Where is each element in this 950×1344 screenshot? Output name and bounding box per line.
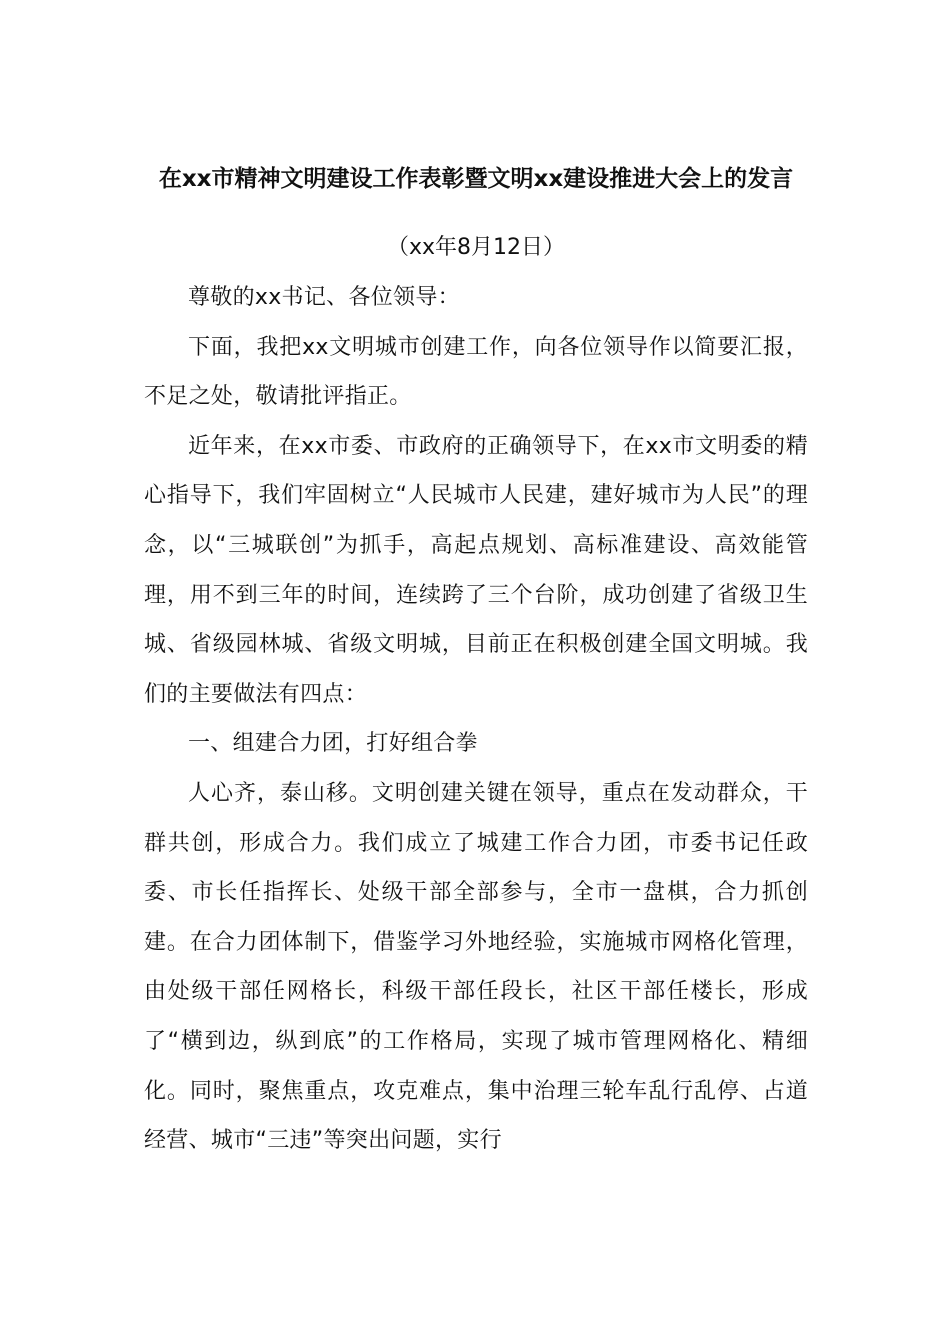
- salutation: 尊敬的xx书记、各位领导：: [188, 285, 460, 310]
- document-title: 在xx市精神文明建设工作表彰暨文明xx建设推进大会上的发言: [158, 166, 794, 192]
- paragraph-intro: 下面，我把xx文明城市创建工作，向各位领导作以简要汇报，不足之处，敬请批评指正。: [144, 334, 808, 410]
- paragraph-background: 近年来，在xx市委、市政府的正确领导下，在xx市文明委的精心指导下，我们牢固树立“人民城市人民建，建好城市为人民”的理念，以“三城联创”为抓手，高起点规划、高标准建设、高效能管理，用不到三年的时间，连续跨了三个台阶，成功创建了省级卫生城、省级园林城、省级文明城，目前正在积极创建全国文明城。我们的主要做法有四点：: [144, 433, 808, 707]
- document-date: （xx年8月12日）: [386, 235, 566, 260]
- paragraph-section-1: 人心齐，泰山移。文明创建关键在领导，重点在发动群众，干群共创，形成合力。我们成立了城建工作合力团，市委书记任政委、市长任指挥长、处级干部全部参与，全市一盘棋，合力抓创建。在合力团体制下，借鉴学习外地经验，实施城市网格化管理，由处级干部任网格长，科级干部任段长，社区干部任楼长，形成了“横到边，纵到底”的工作格局，实现了城市管理网格化、精细化。同时，聚焦重点，攻克难点，集中治理三轮车乱行乱停、占道经营、城市“三违”等突出问题，实行: [144, 780, 808, 1154]
- section-heading-1: 一、组建合力团，打好组合拳: [188, 731, 478, 757]
